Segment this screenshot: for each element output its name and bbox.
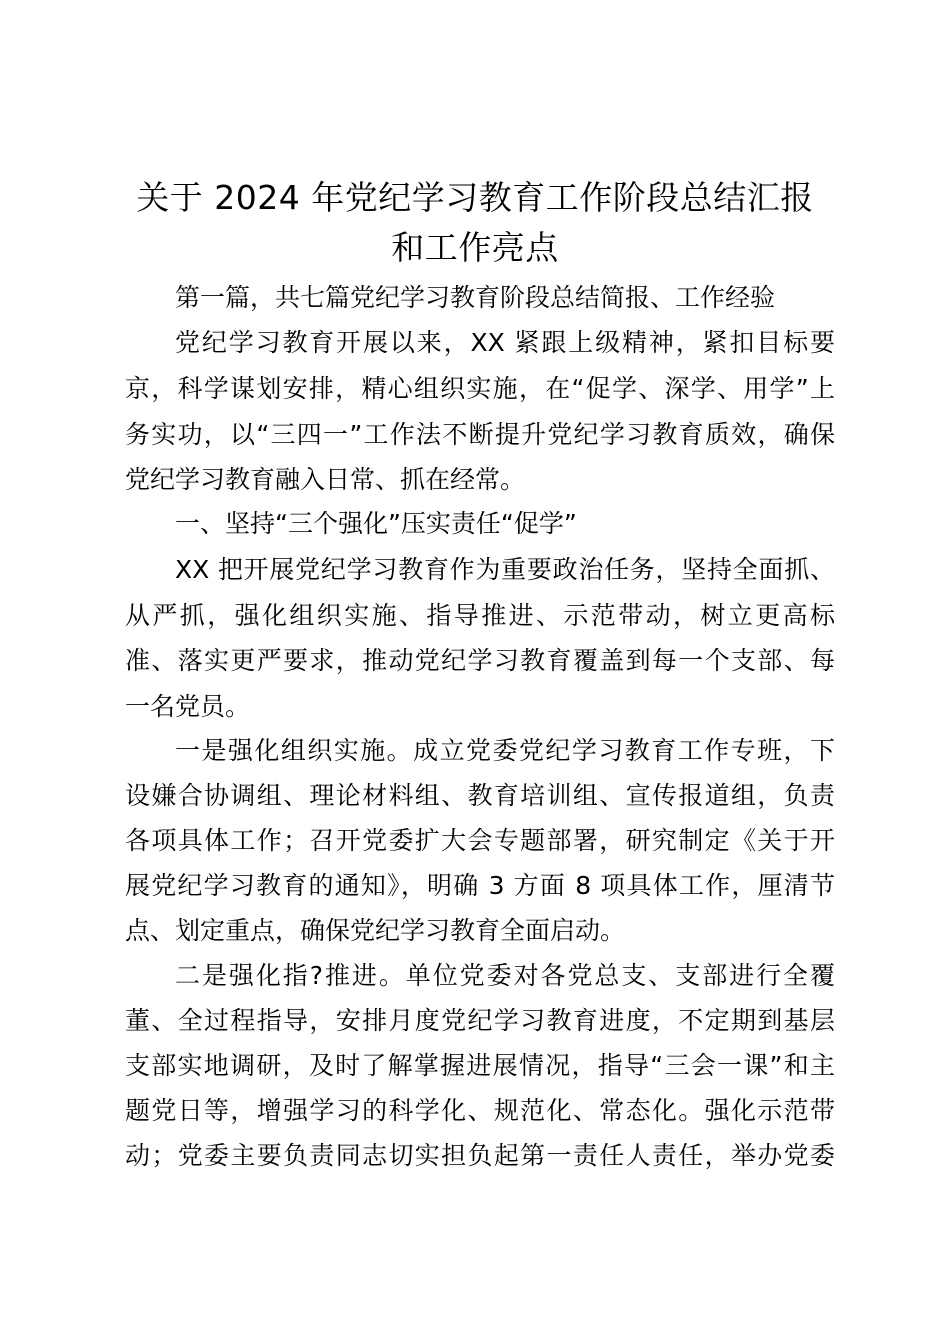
body-line: 党纪学习教育融入日常、抓在经常。: [125, 465, 526, 494]
body-line: XX 把开展党纪学习教育作为重要政治任务，坚持全面抓、: [175, 555, 835, 584]
body-line: 题党日等，增强学习的科学化、规范化、常态化。强化示范带: [125, 1096, 835, 1125]
section-heading: 一、坚持“三个强化”压实责任“促学”: [175, 509, 577, 538]
subtitle-line: 第一篇，共七篇党纪学习教育阶段总结简报、工作经验: [175, 283, 776, 312]
body-line: 设嫌合协调组、理论材料组、教育培训组、宣传报道组，负责: [125, 781, 835, 810]
document-title-line-1: 关于 2024 年党纪学习教育工作阶段总结汇报: [136, 178, 814, 217]
body-line: 一名党员。: [125, 692, 251, 721]
body-line: 动；党委主要负责同志切实担负起第一责任人责任，举办党委: [125, 1141, 835, 1170]
body-line: 董、全过程指导，安排月度党纪学习教育进度，不定期到基层: [125, 1006, 835, 1035]
document-title-line-2: 和工作亮点: [391, 228, 559, 267]
body-line: 展党纪学习教育的通知》，明确 3 方面 8 项具体工作，厘清节: [125, 871, 835, 900]
body-line: 党纪学习教育开展以来，XX 紧跟上级精神，紧扣目标要: [175, 328, 835, 357]
body-line: 一是强化组织实施。成立党委党纪学习教育工作专班，下: [175, 736, 835, 765]
body-line: 从严抓，强化组织实施、指导推进、示范带动，树立更高标: [125, 601, 835, 630]
body-line: 各项具体工作；召开党委扩大会专题部署，研究制定《关于开: [125, 826, 835, 855]
body-line: 务实功，以“三四一”工作法不断提升党纪学习教育质效，确保: [125, 420, 835, 449]
body-line: 点、划定重点，确保党纪学习教育全面启动。: [125, 916, 626, 945]
body-line: 支部实地调研，及时了解掌握进展情况，指导“三会一课”和主: [125, 1051, 835, 1080]
body-line: 京，科学谋划安排，精心组织实施，在“促学、深学、用学”上: [125, 374, 835, 403]
body-line: 准、落实更严要求，推动党纪学习教育覆盖到每一个支部、每: [125, 646, 835, 675]
body-line: 二是强化指?推进。单位党委对各党总支、支部进行全覆: [175, 961, 835, 990]
